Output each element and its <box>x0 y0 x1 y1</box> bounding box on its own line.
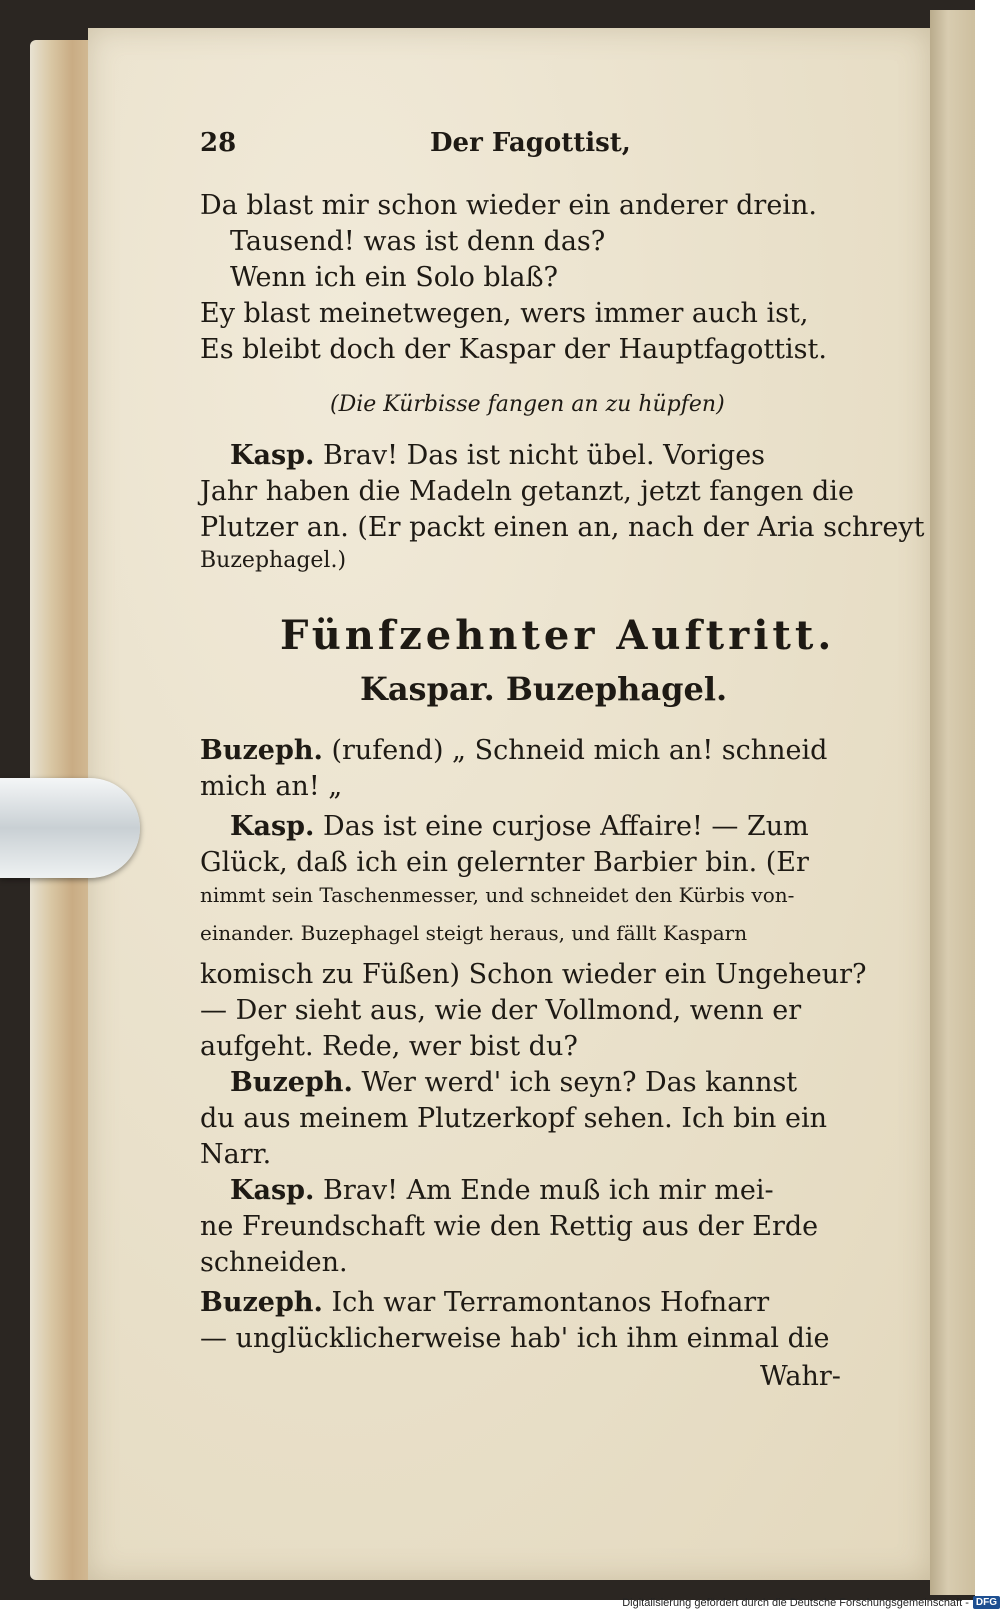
verse-line: Tausend! was ist denn das? <box>230 226 606 257</box>
speaker-name: Buzeph. <box>200 1287 323 1318</box>
speech-line: mich an! „ <box>200 771 343 802</box>
speech-line: Jahr haben die Madeln getanzt, jetzt fangen die <box>200 476 854 507</box>
speech-text: Das ist eine curjose Affaire! — Zum <box>323 811 809 842</box>
speech-line: — unglücklicherweise hab' ich ihm einmal die <box>200 1323 830 1354</box>
page-number: 28 <box>200 128 237 158</box>
catchword: Wahr- <box>760 1361 841 1392</box>
speech-line: einander. Buzephagel steigt heraus, und fällt Kasparn <box>200 921 748 945</box>
speech-line: — Der sieht aus, wie der Vollmond, wenn er <box>200 995 802 1026</box>
speech-line: Glück, daß ich ein gelernter Barbier bin. (Er <box>200 847 809 878</box>
scene-cast: Kaspar. Buzephagel. <box>360 670 728 708</box>
speaker-name: Kasp. <box>230 440 315 471</box>
speech-line: du aus meinem Plutzerkopf sehen. Ich bin ein <box>200 1103 827 1134</box>
speech-line: nimmt sein Taschenmesser, und schneidet den Kürbis von- <box>200 883 795 907</box>
speech-line: ne Freundschaft wie den Rettig aus der Erde <box>200 1211 819 1242</box>
verse-line: Wenn ich ein Solo blaß? <box>230 262 558 293</box>
speech-line <box>230 1175 774 1206</box>
speaker-name: Kasp. <box>230 1175 315 1206</box>
speech-text: (rufend) „ Schneid mich an! schneid <box>331 735 828 766</box>
verse-line: Es bleibt doch der Kaspar der Hauptfagottist. <box>200 334 827 365</box>
speech-line <box>200 735 827 766</box>
speaker-name: Buzeph. <box>230 1067 353 1098</box>
speech-text: Wer werd' ich seyn? Das kannst <box>361 1067 798 1098</box>
speech-line: komisch zu Füßen) Schon wieder ein Ungeheur? <box>200 959 867 990</box>
verse-line: Ey blast meinetwegen, wers immer auch ist, <box>200 298 809 329</box>
speech-line: Narr. <box>200 1139 272 1170</box>
speech-line: Buzephagel.) <box>200 548 347 573</box>
speech-text: Brav! Das ist nicht übel. Voriges <box>323 440 766 471</box>
right-page-edge <box>930 10 975 1595</box>
speech-text: Ich war Terramontanos Hofnarr <box>331 1287 770 1318</box>
stage-direction: (Die Kürbisse fangen an zu hüpfen) <box>330 392 725 417</box>
speech-line: Plutzer an. (Er packt einen an, nach der Aria schreyt <box>200 512 925 543</box>
speaker-name: Kasp. <box>230 811 315 842</box>
speech-line <box>200 1287 769 1318</box>
bookmark-tab <box>0 778 140 878</box>
scene-title: Fünfzehnter Auftritt. <box>280 612 836 659</box>
footer-credit: Digitalisierung gefördert durch die Deutsche Forschungsgemeinschaft - <box>622 1596 969 1609</box>
speech-line <box>230 1067 797 1098</box>
speech-text: Brav! Am Ende muß ich mir mei- <box>323 1175 774 1206</box>
speech-line: schneiden. <box>200 1247 348 1278</box>
speech-line <box>230 811 809 842</box>
digitization-footer <box>560 1592 1000 1613</box>
speech-line: aufgeht. Rede, wer bist du? <box>200 1031 578 1062</box>
running-title: Der Fagottist, <box>430 128 631 158</box>
dfg-logo: DFG <box>973 1596 1000 1609</box>
speaker-name: Buzeph. <box>200 735 323 766</box>
verse-line: Da blast mir schon wieder ein anderer drein. <box>200 190 817 221</box>
speech-line <box>230 440 765 471</box>
